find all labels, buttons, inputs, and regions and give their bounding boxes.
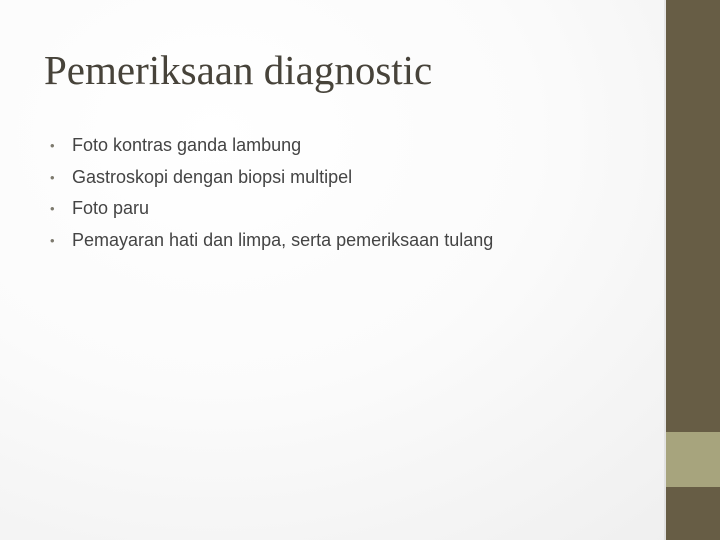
bullet-text: Gastroskopi dengan biopsi multipel xyxy=(72,166,353,187)
bullet-icon: • xyxy=(50,232,55,248)
bullet-text: Foto paru xyxy=(72,198,150,218)
sidebar-light-band xyxy=(666,432,720,487)
bullet-icon: • xyxy=(50,201,55,216)
bullet-text: Pemayaran hati dan limpa, serta pemeriksaan tulang xyxy=(72,229,494,250)
sidebar-dark-band-bottom xyxy=(666,487,720,540)
bullet-text: Foto kontras ganda lambung xyxy=(72,135,302,155)
bullet-icon: • xyxy=(50,138,55,153)
bullet-icon: • xyxy=(50,169,55,185)
slide-title: Pemeriksaan diagnostic xyxy=(44,47,433,93)
sidebar-dark-band-top xyxy=(666,0,720,432)
